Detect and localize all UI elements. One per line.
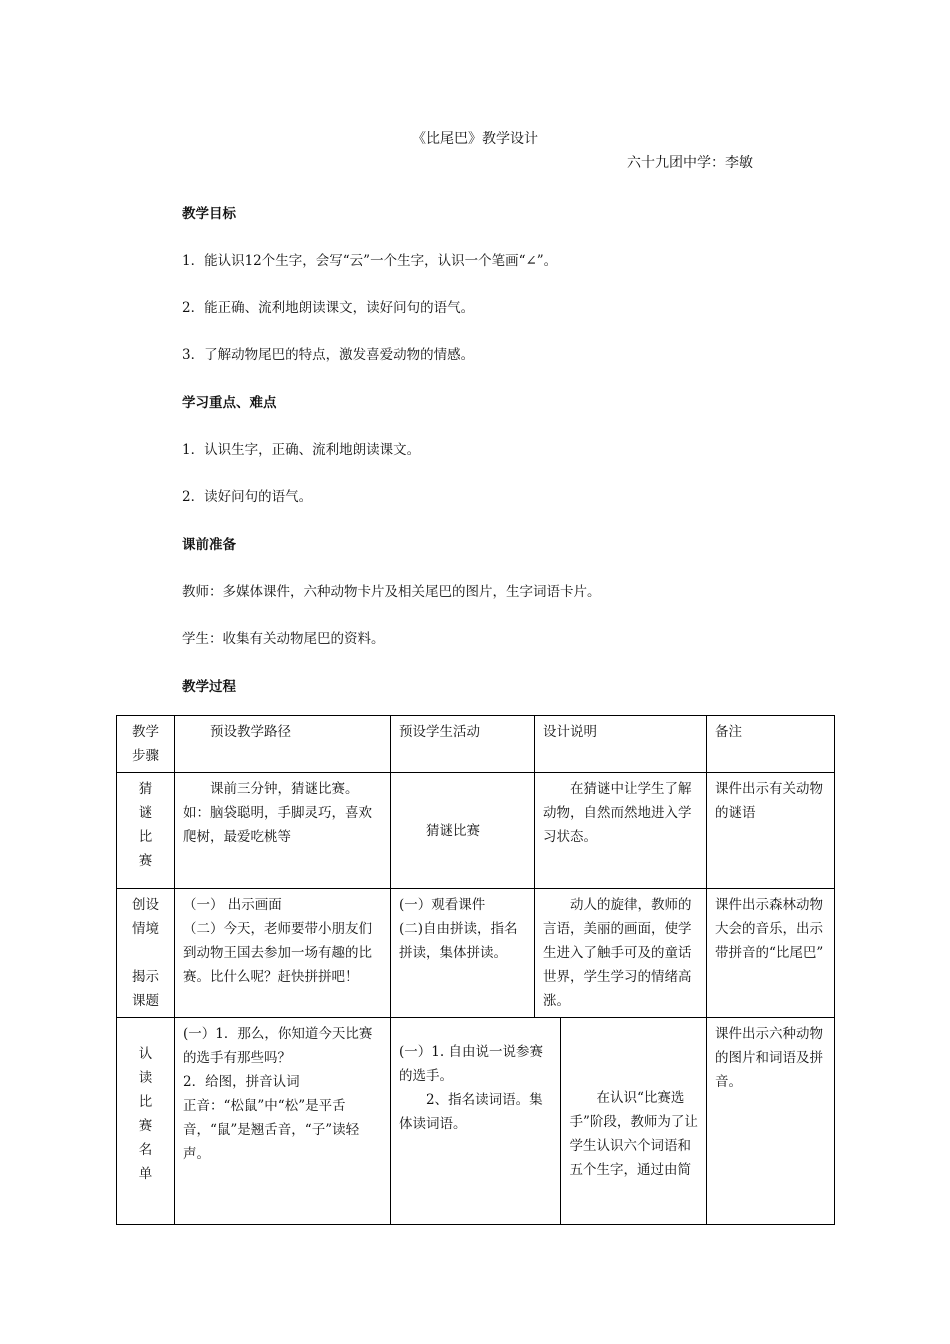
table-row <box>117 773 835 889</box>
row1-explain: 在猜谜中让学生了解动物，自然而然地进入学习状态。 <box>535 773 707 889</box>
table-row <box>117 1018 835 1225</box>
row3-student: (一）1. 自由说一说参赛的选手。 2、指名读词语。集体读词语。 <box>399 1044 543 1132</box>
header-path: 预设教学路径 <box>175 716 391 773</box>
goal-item-3: 3．了解动物尾巴的特点，激发喜爱动物的情感。 <box>182 347 475 363</box>
header-student: 预设学生活动 <box>391 716 535 773</box>
prep-item-teacher: 教师：多媒体课件，六种动物卡片及相关尾巴的图片，生字词语卡片。 <box>182 584 601 600</box>
row2-explain: 动人的旋律，教师的言语，美丽的画面，使学生进入了触手可及的童话世界，学生学习的情绪高涨。 <box>535 889 707 1018</box>
row1-path: 课前三分钟，猜谜比赛。如：脑袋聪明，手脚灵巧，喜欢爬树，最爱吃桃等 <box>175 773 391 889</box>
goal-item-2: 2．能正确、流利地朗读课文，读好问句的语气。 <box>182 300 475 316</box>
row3-split <box>391 1018 706 1224</box>
table-header-row <box>117 716 835 773</box>
row3-note: 课件出示六种动物的图片和词语及拼音。 <box>707 1018 835 1225</box>
table-row <box>117 889 835 1018</box>
row3-student-explain-cell <box>391 1018 707 1225</box>
section-heading-process: 教学过程 <box>182 679 236 695</box>
section-heading-focus: 学习重点、难点 <box>182 395 277 411</box>
section-heading-goals: 教学目标 <box>182 206 236 222</box>
focus-item-2: 2．读好问句的语气。 <box>182 489 313 505</box>
row3-explain: 在认识“比赛选手”阶段，教师为了让学生认识六个词语和五个生字，通过由简 <box>560 1018 706 1224</box>
row1-student: 猜谜比赛 <box>391 773 535 889</box>
focus-item-1: 1．认识生字，正确、流利地朗读课文。 <box>182 442 421 458</box>
row3-path: (一）1．那么，你知道今天比赛的选手有那些吗？ 2．给图，拼音认词 正音：“松鼠”中“松”是平舌音，“鼠”是翘舌音，“子”读轻声。 <box>175 1018 391 1225</box>
document-author: 六十九团中学：李敏 <box>627 155 753 171</box>
row2-note: 课件出示森林动物大会的音乐，出示带拼音的“比尾巴” <box>707 889 835 1018</box>
header-explain: 设计说明 <box>535 716 707 773</box>
row1-note: 课件出示有关动物的谜语 <box>707 773 835 889</box>
row2-step: 创设 情境 揭示 课题 <box>117 889 175 1018</box>
goal-item-1: 1．能认识12个生字，会写“云”一个生字，认识一个笔画“∠”。 <box>182 253 558 269</box>
document-title: 《比尾巴》教学设计 <box>412 131 538 147</box>
section-heading-prep: 课前准备 <box>182 537 236 553</box>
header-note: 备注 <box>707 716 835 773</box>
row2-student: (一）观看课件 (二)自由拼读，指名拼读，集体拼读。 <box>391 889 535 1018</box>
process-table <box>116 715 835 1225</box>
row3-step: 认 读 比 赛 名 单 <box>117 1018 175 1225</box>
row1-step: 猜 谜 比 赛 <box>117 773 175 889</box>
header-step: 教学 步骤 <box>117 716 175 773</box>
row2-path: （一） 出示画面 （二）今天，老师要带小朋友们到动物王国去参加一场有趣的比赛。比什么呢？赶快拼拼吧！ <box>175 889 391 1018</box>
prep-item-student: 学生：收集有关动物尾巴的资料。 <box>182 631 385 647</box>
